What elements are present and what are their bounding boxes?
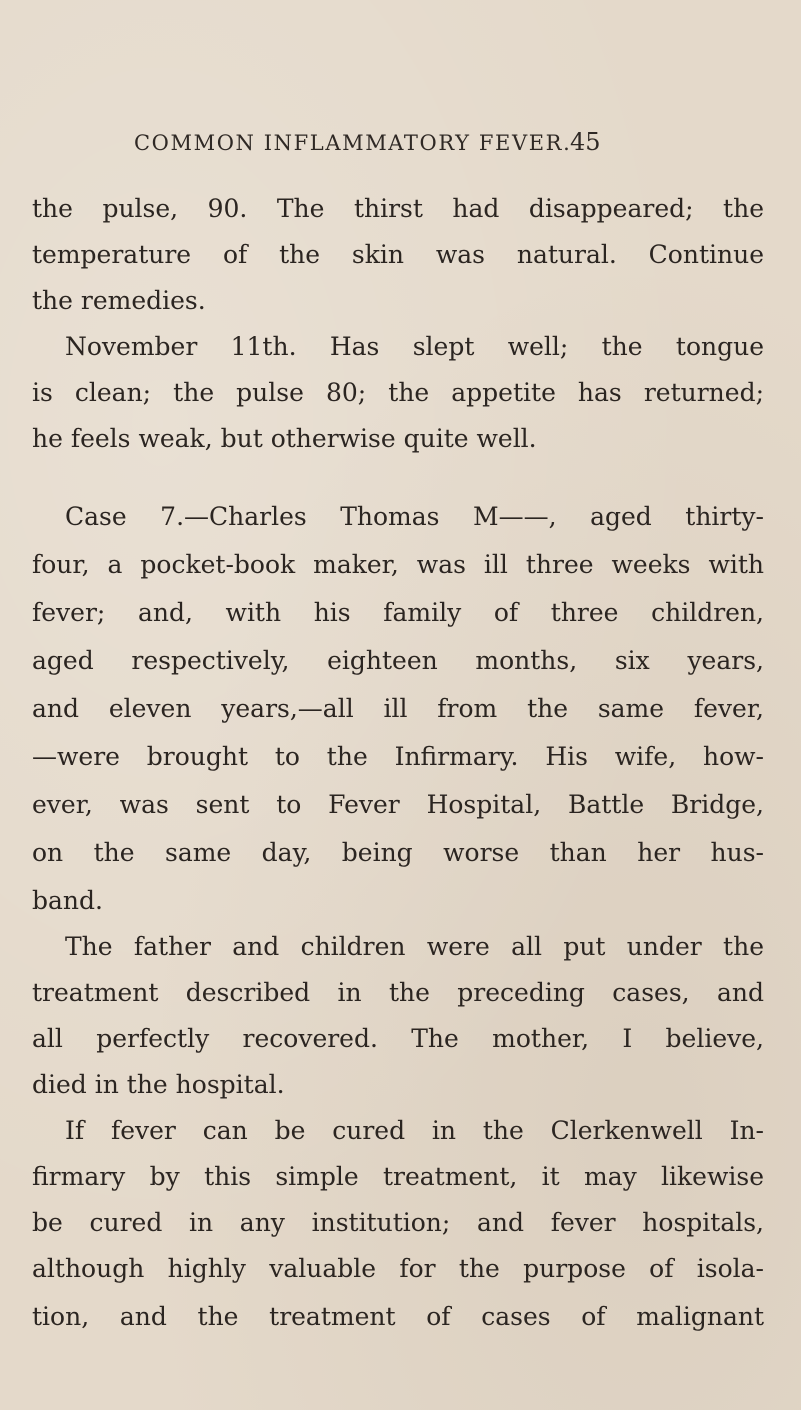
text-line: treatment described in the preceding cases, and	[32, 978, 764, 1007]
text-line: on the same day, being worse than her hus-	[32, 838, 764, 867]
text-line: If fever can be cured in the Clerkenwell In-	[65, 1116, 764, 1145]
text-line: the remedies.	[32, 286, 206, 315]
text-line: fever; and, with his family of three children,	[32, 598, 764, 627]
text-line: although highly valuable for the purpose of isola-	[32, 1254, 764, 1283]
text-line: The father and children were all put under the	[65, 932, 764, 961]
text-line: and eleven years,—all ill from the same fever,	[32, 694, 764, 723]
text-line: ever, was sent to Fever Hospital, Battle Bridge,	[32, 790, 764, 819]
text-line: firmary by this simple treatment, it may likewise	[32, 1162, 764, 1191]
text-line: aged respectively, eighteen months, six years,	[32, 646, 764, 675]
text-line: be cured in any institution; and fever hospitals,	[32, 1208, 764, 1237]
text-line: November 11th. Has slept well; the tongue	[65, 332, 764, 361]
text-line: tion, and the treatment of cases of malignant	[32, 1302, 764, 1331]
running-head: COMMON INFLAMMATORY FEVER.	[134, 131, 572, 155]
text-line: is clean; the pulse 80; the appetite has returned;	[32, 378, 764, 407]
text-line: died in the hospital.	[32, 1070, 285, 1099]
text-line: the pulse, 90. The thirst had disappeared; the	[32, 194, 764, 223]
text-line: temperature of the skin was natural. Continue	[32, 240, 764, 269]
text-line: —were brought to the Infirmary. His wife, how-	[32, 742, 764, 771]
text-line: all perfectly recovered. The mother, I believe,	[32, 1024, 764, 1053]
text-line: four, a pocket-book maker, was ill three weeks with	[32, 550, 764, 579]
page-number: 45	[570, 128, 601, 156]
case-heading-line: Case 7.—Charles Thomas M——, aged thirty-	[65, 502, 764, 531]
text-line: band.	[32, 886, 103, 915]
text-line: he feels weak, but otherwise quite well.	[32, 424, 537, 453]
